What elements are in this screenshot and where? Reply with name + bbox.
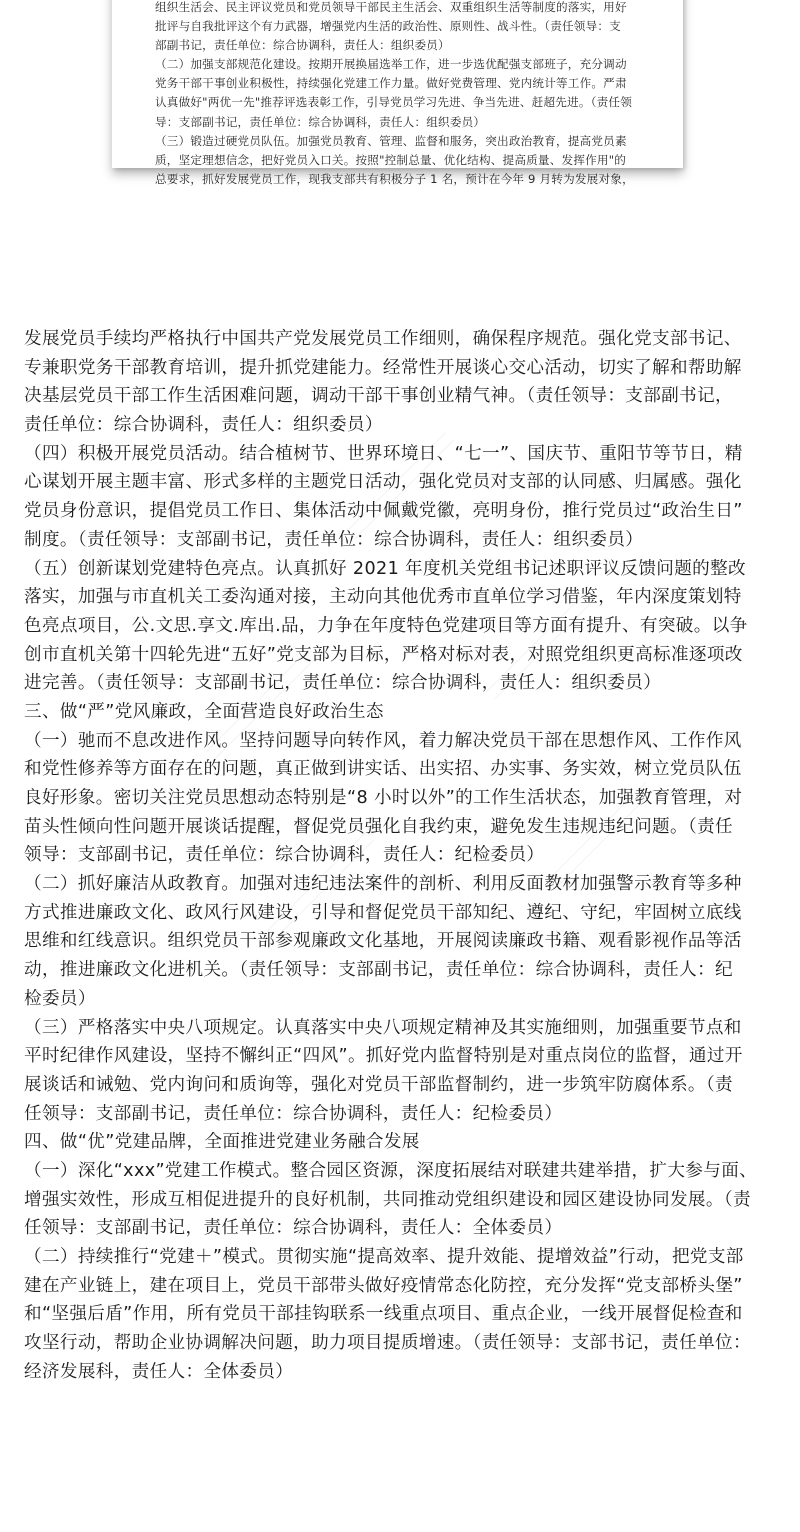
section-heading: 三、做“严”党风廉政，全面营造良好政治生态 xyxy=(24,701,384,722)
body-line: 领导：支部副书记，责任单位：综合协调科，责任人：纪检委员） xyxy=(24,845,545,866)
preview-line: 认真做好"两优一先"推荐评选表彰工作，引导党员学习先进、争当先进、赶超先进。（责任领 xyxy=(155,95,633,110)
preview-line: 导：支部副书记，责任单位：综合协调科，责任人：组织委员） xyxy=(155,114,486,129)
body-line: 动，推进廉政文化进机关。（责任领导：支部副书记，责任单位：综合协调科，责任人：纪 xyxy=(24,960,733,981)
body-line: 和“坚强后盾”作用，所有党员干部挂钩联系一线重点项目、重点企业，一线开展督促检查和 xyxy=(24,1304,743,1325)
preview-line: 质，坚定理想信念，把好党员入口关。按照"控制总量、优化结构、提高质量、发挥作用"的 xyxy=(155,152,627,167)
body-line: 落实，加强与市直机关工委沟通对接，主动向其他优秀市直单位学习借鉴，年内深度策划特 xyxy=(24,587,742,608)
body-line: 任领导：支部副书记，责任单位：综合协调科，责任人：纪检委员） xyxy=(24,1103,563,1124)
body-line: 良好形象。密切关注党员思想动态特别是“8 小时以外”的工作生活状态，加强教育管理，对 xyxy=(24,788,743,808)
body-line: 专兼职党务干部教育培训，提升抓党建能力。经常性开展谈心交心活动，切实了解和帮助解 xyxy=(24,357,742,378)
body-line: 平时纪律作风建设，坚持不懈纠正“四风”。抓好党内监督特别是对重点岗位的监督，通过开 xyxy=(24,1046,743,1067)
preview-line: 部副书记，责任单位：综合协调科，责任人：组织委员） xyxy=(155,38,450,53)
body-line: 检委员） xyxy=(24,988,96,1009)
body-line: 增强实效性，形成互相促进提升的良好机制，共同推动党组织建设和园区建设协同发展。（责 xyxy=(24,1189,751,1210)
preview-line: 批评与自我批评这个有力武器，增强党内生活的政治性、原则性、战斗性。（责任领导：支 xyxy=(155,19,621,34)
body-line: （二）持续推行“党建＋”模式。贯彻实施“提高效率、提升效能、提增效益”行动，把党支部 xyxy=(24,1247,744,1267)
body-line: 党员身份意识，提倡党员工作日、集体活动中佩戴党徽，亮明身份，推行党员过“政治生日” xyxy=(24,501,743,522)
preview-page-card xyxy=(112,0,683,186)
body-line: （一）驰而不息改进作风。坚持问题导向转作风，着力解决党员干部在思想作风、工作作风 xyxy=(24,730,742,751)
preview-line: 总要求，抓好发展党员工作，现我支部共有积极分子 1 名，预计在今年 9 月转为发展对象， xyxy=(155,171,634,186)
preview-page-text xyxy=(155,0,655,189)
section-heading: 四、做“优”党建品牌，全面推进党建业务融合发展 xyxy=(24,1132,420,1153)
preview-line: 组织生活会、民主评议党员和党员领导干部民主生活会、双重组织生活等制度的落实，用好 xyxy=(155,0,627,14)
document-body xyxy=(24,325,780,1386)
body-line: 建在产业链上，建在项目上，党员干部带头做好疫情常态化防控，充分发挥“党支部桥头堡” xyxy=(24,1275,743,1296)
preview-line: （三）锻造过硬党员队伍。加强党员教育、管理、监督和服务，突出政治教育，提高党员素 xyxy=(155,133,627,148)
body-line: 和党性修养等方面存在的问题，真正做到讲实话、出实招、办实事、务实效，树立党员队伍 xyxy=(24,759,742,780)
body-line: （五）创新谋划党建特色亮点。认真抓好 2021 年度机关党组书记述职评议反馈问题的整改 xyxy=(24,558,746,579)
body-line: 任领导：支部副书记，责任单位：综合协调科，责任人：全体委员） xyxy=(24,1218,563,1239)
body-line: （三）严格落实中央八项规定。认真落实中央八项规定精神及其实施细则，加强重要节点和 xyxy=(24,1017,742,1038)
body-line: （四）积极开展党员活动。结合植树节、世界环境日、“七一”、国庆节、重阳节等节日，精 xyxy=(24,443,743,464)
body-line: 色亮点项目，公.文思.享文.库出.品，力争在年度特色党建项目等方面有提升、有突破。以争 xyxy=(24,615,748,636)
body-line: （二）抓好廉洁从政教育。加强对违纪违法案件的剖析、利用反面教材加强警示教育等多种 xyxy=(24,874,742,895)
body-line: 制度。（责任领导：支部副书记，责任单位：综合协调科，责任人：组织委员） xyxy=(24,529,644,550)
body-line: 经济发展科，责任人：全体委员） xyxy=(24,1361,294,1382)
body-line: 责任单位：综合协调科，责任人：组织委员） xyxy=(24,415,383,436)
body-line: 发展党员手续均严格执行中国共产党发展党员工作细则，确保程序规范。强化党支部书记、 xyxy=(24,329,742,349)
body-line: 苗头性倾向性问题开展谈话提醒，督促党员强化自我约束，避免发生违规违纪问题。（责任 xyxy=(24,816,733,837)
body-line: 心谋划开展主题丰富、形式多样的主题党日活动，强化党员对支部的认同感、归属感。强化 xyxy=(24,472,742,493)
body-line: 攻坚行动，帮助企业协调解决问题，助力项目提质增速。（责任领导：支部书记，责任单位： xyxy=(24,1333,751,1354)
body-line: 思维和红线意识。组织党员干部参观廉政文化基地，开展阅读廉政书籍、观看影视作品等活 xyxy=(24,931,742,952)
preview-line: （二）加强支部规范化建设。按期开展换届选举工作，进一步选优配强支部班子，充分调动 xyxy=(155,57,627,72)
body-line: （一）深化“xxx”党建工作模式。整合园区资源，深度拓展结对联建共建举措，扩大参与面、 xyxy=(24,1160,758,1181)
body-line: 方式推进廉政文化、政风行风建设，引导和督促党员干部知纪、遵纪、守纪，牢固树立底线 xyxy=(24,902,742,923)
preview-line: 党务干部干事创业积极性，持续强化党建工作力量。做好党费管理、党内统计等工作。严肃 xyxy=(155,76,627,91)
body-line: 进完善。（责任领导：支部副书记，责任单位：综合协调科，责任人：组织委员） xyxy=(24,673,662,694)
body-line: 决基层党员干部工作生活困难问题，调动干部干事创业精气神。（责任领导：支部副书记， xyxy=(24,386,733,407)
body-line: 创市直机关第十四轮先进“五好”党支部为目标，严格对标对表，对照党组织更高标准逐项改 xyxy=(24,644,743,665)
body-line: 展谈话和诫勉、党内询问和质询等，强化对党员干部监督制约，进一步筑牢防腐体系。（责 xyxy=(24,1074,733,1095)
